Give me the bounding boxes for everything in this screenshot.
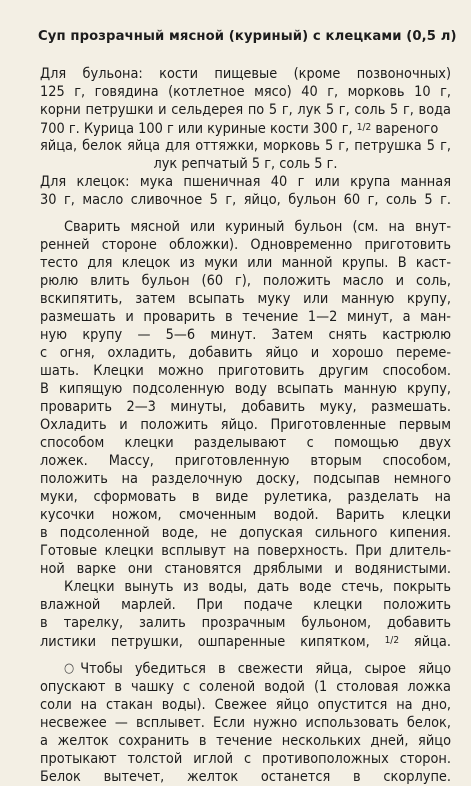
method-line: рюлю влить бульон (60 г), положить масло и соль, [40, 273, 451, 289]
method-line-part: яйца. [413, 634, 451, 650]
method-line: кусочки ножом, смоченным водой. Варить клецки [40, 507, 451, 523]
circle-bullet-icon: ○ [64, 661, 75, 676]
method-line: размешать и проварить в течение 1—2 минут, а ман- [40, 309, 451, 325]
fraction-half: 1/2 [384, 635, 400, 646]
tip-line: несвежее — всплывет. Если нужно использовать белок, [40, 715, 451, 731]
method-line: Готовые клецки всплывут на поверхность. При длитель- [40, 543, 451, 559]
method-line: ренней стороне обложки). Одновременно приготовить [40, 237, 451, 253]
ingredients-line: корни петрушки и сельдерея по 5 г, лук 5 г, соль 5 г, вода [40, 102, 451, 118]
method-line: в тарелку, залить прозрачным бульоном, добавить [40, 615, 451, 631]
method-line: Охладить и положить яйцо. Приготовленные первым [40, 417, 451, 433]
method-line: ной варке они становятся дряблыми и водянистыми. [40, 561, 451, 577]
method-line: положить на разделочную доску, подсыпав немного [40, 471, 451, 487]
ingredients-line: 30 г, масло сливочное 5 г, яйцо, бульон 60 г, соль 5 г. [40, 192, 451, 208]
tip-line: опускают в чашку с соленой водой (1 столовая ложка [40, 679, 451, 695]
tip-text: Чтобы убедиться в свежести яйца, сырое яйцо [80, 661, 451, 677]
method-line: влажной марлей. При подаче клецки положить [40, 597, 451, 613]
method-line: ную крупу — 5—6 минут. Затем снять кастрюлю [40, 327, 451, 343]
tip-line: соли на стакан воды). Свежее яйцо опустится на дно, [40, 697, 451, 713]
method-line: способом клецки разделывают с помощью двух [40, 435, 451, 451]
method-line: тесто для клецок из муки или манной крупы. В каст- [40, 255, 451, 271]
recipe-title: Суп прозрачный мясной (куриный) с клецками (0,5 л) [38, 29, 457, 44]
method-line: шать. Клецки можно приготовить другим способом. [40, 363, 451, 379]
method-line: Клецки вынуть из воды, дать воде стечь, покрыть [64, 579, 451, 595]
tip-line: протыкают толстой иглой с противоположных сторон. [40, 751, 451, 767]
tip-line: Белок вытечет, желток останется в скорлупе. [40, 769, 451, 785]
tip-line [64, 660, 451, 678]
method-line-part: листики петрушки, ошпаренные кипятком, [40, 634, 385, 650]
fraction-half: 1/2 [356, 122, 372, 133]
ingredients-line-part: вареного [375, 121, 439, 137]
ingredients-line: Для клецок: мука пшеничная 40 г или крупа манная [40, 174, 451, 190]
ingredients-line: яйца, белок яйца для оттяжки, морковь 5 г, петрушка 5 г, [40, 138, 451, 154]
ingredients-line: 125 г, говядина (котлетное мясо) 40 г, морковь 10 г, [40, 84, 451, 100]
method-line: В кипящую подсоленную воду всыпать манную крупу, [40, 381, 451, 397]
method-line: ложек. Массу, приготовленную вторым способом, [40, 453, 451, 469]
method-line: в подсоленной воде, не допуская сильного кипения. [40, 525, 451, 541]
method-line: с огня, охладить, добавить яйцо и хорошо переме- [40, 345, 451, 361]
ingredients-line-part: 700 г. Курица 100 г или куриные кости 300 г, [40, 121, 357, 137]
method-line [40, 632, 451, 650]
method-line: Сварить мясной или куриный бульон (см. на внут- [64, 219, 451, 235]
method-line: проварить 2—3 минуты, добавить муку, размешать. [40, 399, 451, 415]
tip-line: а желток сохранить в течение нескольких дней, яйцо [40, 733, 451, 749]
ingredients-line [40, 119, 451, 137]
method-line: муки, сформовать в виде рулетика, разделать на [40, 489, 451, 505]
ingredients-line: лук репчатый 5 г, соль 5 г. [153, 156, 338, 172]
method-line: вскипятить, затем всыпать муку или манную крупу, [40, 291, 451, 307]
ingredients-line: Для бульона: кости пищевые (кроме позвоночных) [40, 66, 451, 82]
